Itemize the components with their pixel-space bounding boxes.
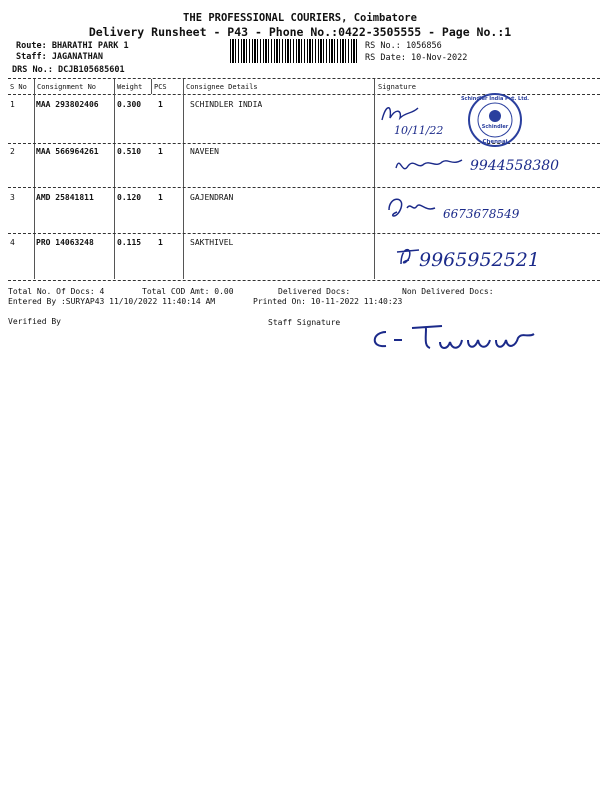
row-consignee: SCHINDLER INDIA <box>190 100 263 109</box>
svg-text:Chennai: Chennai <box>482 139 508 145</box>
delivered-docs: Delivered Docs: <box>278 287 351 296</box>
entered-by: Entered By :SURYAP43 11/10/2022 11:40:14 AM <box>8 297 216 306</box>
col-header-pcs: PCS <box>154 83 167 91</box>
company-stamp <box>455 92 530 148</box>
runsheet-subtitle: Delivery Runsheet - P43 - Phone No.:0422-3505555 - Page No.:1 <box>88 25 512 39</box>
rs-date: RS Date: 10-Nov-2022 <box>365 53 468 63</box>
col-separator <box>114 79 115 279</box>
row-sno: 1 <box>10 100 15 109</box>
row-pcs: 1 <box>158 147 163 156</box>
signature-row3 <box>385 190 585 230</box>
row-sno: 2 <box>10 147 15 156</box>
row-divider <box>8 233 600 234</box>
staff-label: Staff: JAGANATHAN <box>16 52 103 62</box>
row-consignee: NAVEEN <box>190 147 219 156</box>
row-sno: 3 <box>10 193 15 202</box>
col-header-weight: Weight <box>117 83 143 91</box>
col-header-sno: S No <box>10 83 27 91</box>
row-pcs: 1 <box>158 100 163 109</box>
signature-row2 <box>390 148 590 184</box>
row-weight: 0.510 <box>117 147 142 156</box>
row-consignee: GAJENDRAN <box>190 193 234 202</box>
col-header-consignee: Consignee Details <box>186 83 258 91</box>
signature-row1 <box>378 98 448 142</box>
row-divider <box>8 187 600 188</box>
row-consignment: AMD 25841811 <box>36 193 94 202</box>
signature-phone: 9944558380 <box>470 158 560 174</box>
signature-phone: 6673678549 <box>443 207 520 221</box>
route-label: Route: BHARATHI PARK 1 <box>16 41 129 51</box>
col-separator <box>374 79 375 279</box>
schindler-logo-icon <box>489 110 501 122</box>
staff-signature-label: Staff Signature <box>268 318 341 327</box>
total-docs: Total No. Of Docs: 4 <box>8 287 105 296</box>
row-weight: 0.115 <box>117 238 142 247</box>
col-header-signature: Signature <box>378 83 416 91</box>
printed-on: Printed On: 10-11-2022 11:40:23 <box>253 297 403 306</box>
barcode-image <box>230 39 358 63</box>
drs-number: DRS No.: DCJB105685601 <box>12 65 125 75</box>
non-delivered-docs: Non Delivered Docs: <box>402 287 494 296</box>
header-divider-top <box>8 78 600 79</box>
col-separator <box>151 79 152 94</box>
row-weight: 0.300 <box>117 100 142 109</box>
row-pcs: 1 <box>158 238 163 247</box>
row-consignment: PRO 14063248 <box>36 238 94 247</box>
col-header-consignment: Consignment No <box>37 83 97 91</box>
signature-phone: 9965952521 <box>419 249 540 271</box>
svg-text:Schindler India Pvt. Ltd.: Schindler India Pvt. Ltd. <box>460 96 530 102</box>
row-pcs: 1 <box>158 193 163 202</box>
rs-number: RS No.: 1056856 <box>365 41 442 51</box>
signature-row4 <box>395 236 595 278</box>
table-divider-bottom <box>8 280 600 281</box>
row-consignment: MAA 566964261 <box>36 147 99 156</box>
row-weight: 0.120 <box>117 193 142 202</box>
signature-date: 10/11/22 <box>394 124 444 137</box>
row-consignee: SAKTHIVEL <box>190 238 234 247</box>
staff-signature <box>368 322 558 362</box>
col-separator <box>34 79 35 279</box>
total-cod: Total COD Amt: 0.00 <box>142 287 234 296</box>
svg-text:Schindler: Schindler <box>481 124 509 130</box>
row-sno: 4 <box>10 238 15 247</box>
verified-by-label: Verified By <box>8 317 61 326</box>
company-title: THE PROFESSIONAL COURIERS, Coimbatore <box>183 12 417 24</box>
row-consignment: MAA 293802406 <box>36 100 99 109</box>
col-separator <box>183 79 184 279</box>
